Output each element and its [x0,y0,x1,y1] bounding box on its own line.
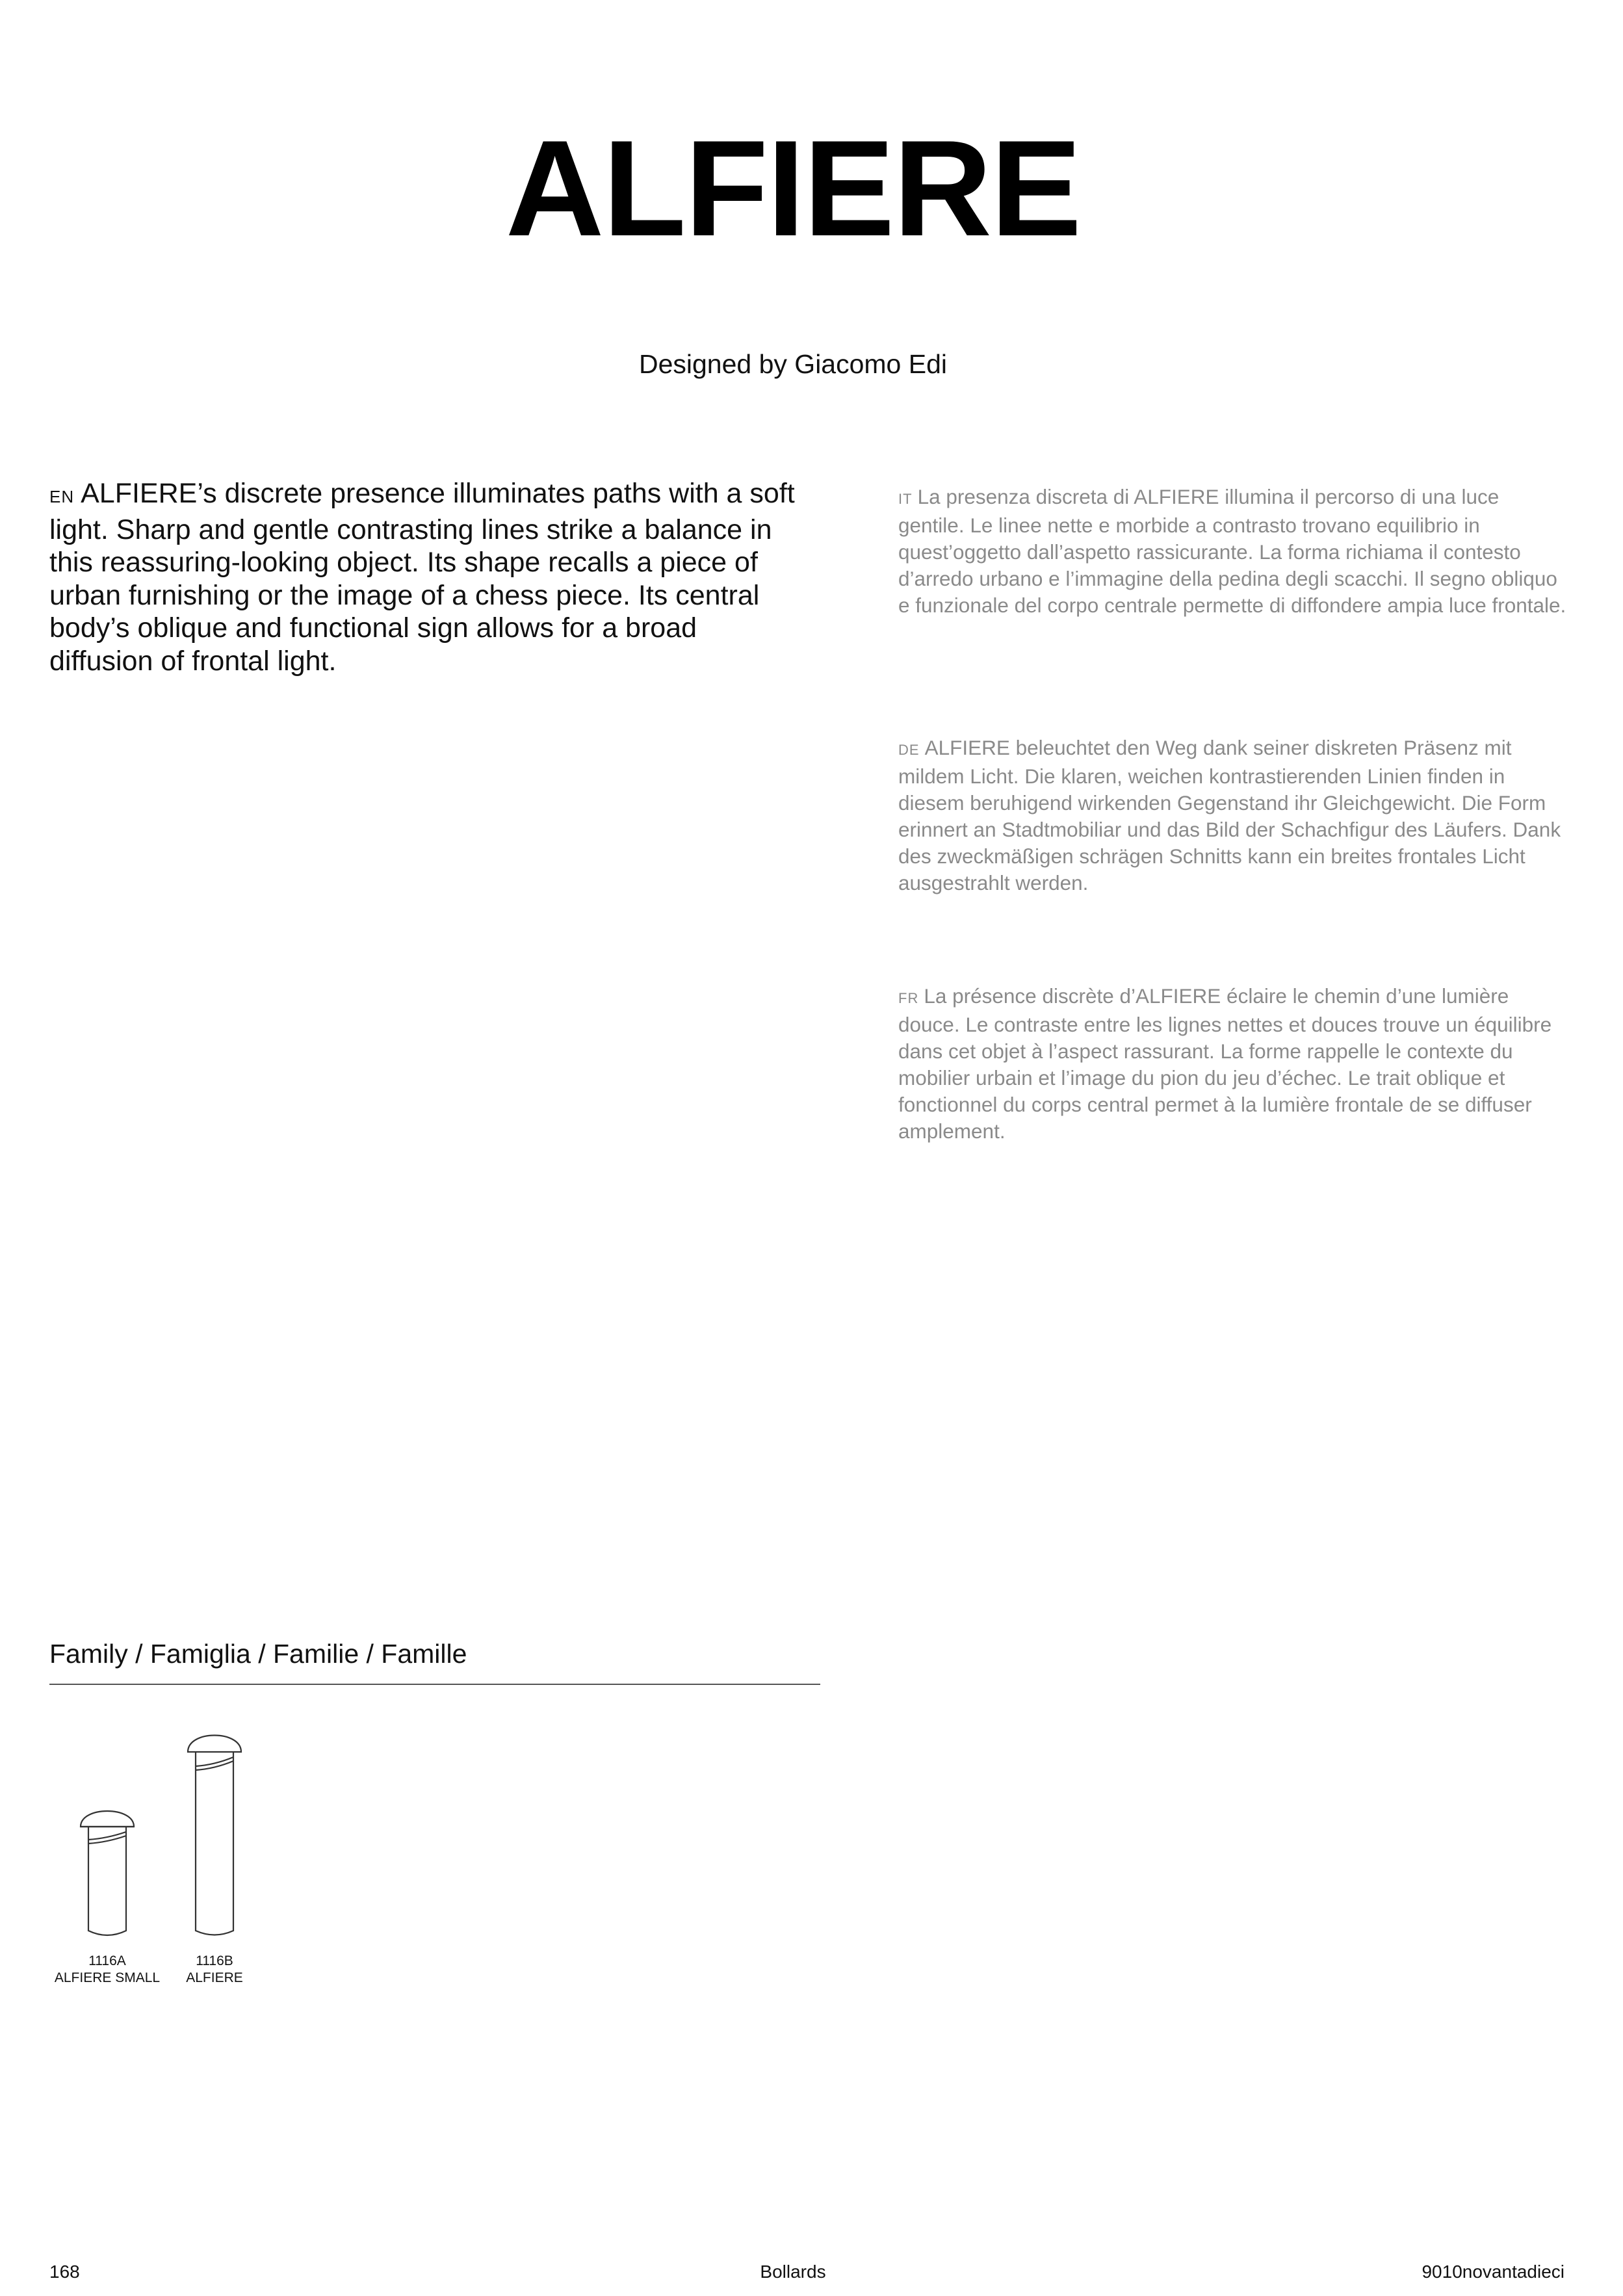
product-1116a [45,1794,169,1987]
family-divider [49,1684,820,1685]
description-it [898,484,1568,619]
brand-name: 9010novantadieci [1422,2262,1565,2282]
lang-code-en: EN [49,487,75,506]
lang-code-de: DE [898,742,920,758]
lang-code-it: IT [898,491,913,507]
lang-code-fr: FR [898,990,919,1006]
description-it-text: La presenza discreta di ALFIERE illumina il percorso di una luce gentile. Le linee nette e morbide a contrasto trovano equilibrio in quest’oggetto dall’aspetto rassicurante. La forma richiama il contesto d’arredo urbano e l’immagine della pedina degli scacchi. Il segno obliquo e funzionale del corpo centrale permette di diffondere ampia luce frontale. [898,485,1566,617]
description-fr-text: La présence discrète d’ALFIERE éclaire le chemin d’une lumière douce. Le contraste entre les lignes nettes et douces trouve un équilibre dans cet objet à l’aspect rassurant. La forme rappelle le contexte du mobilier urbain et l’image du pion du jeu d’échec. Le trait oblique et fonctionnel du corps central permet à la lumière frontale de se diffuser amplement. [898,984,1552,1143]
description-de [898,735,1568,896]
page-number: 168 [49,2262,80,2282]
bollard-large-drawing [179,1726,250,1944]
product-1116b [169,1726,260,1987]
product-1116b-name: ALFIERE [186,1970,243,1985]
page-title: ALFIERE [505,112,1081,265]
description-en-text: ALFIERE’s discrete presence illuminates paths with a soft light. Sharp and gentle contrasting lines strike a balance in this reassuring-looking object. Its shape recalls a piece of urban furnishing or the image of a chess piece. Its central body’s oblique and functional sign allows for a broad diffusion of frontal light. [49,478,795,677]
description-en [49,477,803,677]
product-1116a-code: 1116A [88,1953,126,1968]
family-heading: Family / Famiglia / Familie / Famille [49,1639,467,1669]
product-1116b-code: 1116B [196,1953,233,1968]
bollard-small-drawing [71,1794,143,1944]
description-fr [898,983,1568,1145]
product-1116a-name: ALFIERE SMALL [54,1970,161,1985]
section-name: Bollards [760,2262,826,2282]
description-de-text: ALFIERE beleuchtet den Weg dank seiner diskreten Präsenz mit mildem Licht. Die klaren, weichen kontrastierenden Linien finden in diesem beruhigend wirkenden Gegenstand ihr Gleichgewicht. Die Form erinnert an Stadtmobiliar und das Bild der Schachfigur des Läufers. Dank des zweckmäßigen schrägen Schnitts kann ein breites frontales Licht ausgestrahlt werden. [898,736,1561,894]
designer-credit: Designed by Giacomo Edi [638,349,948,379]
